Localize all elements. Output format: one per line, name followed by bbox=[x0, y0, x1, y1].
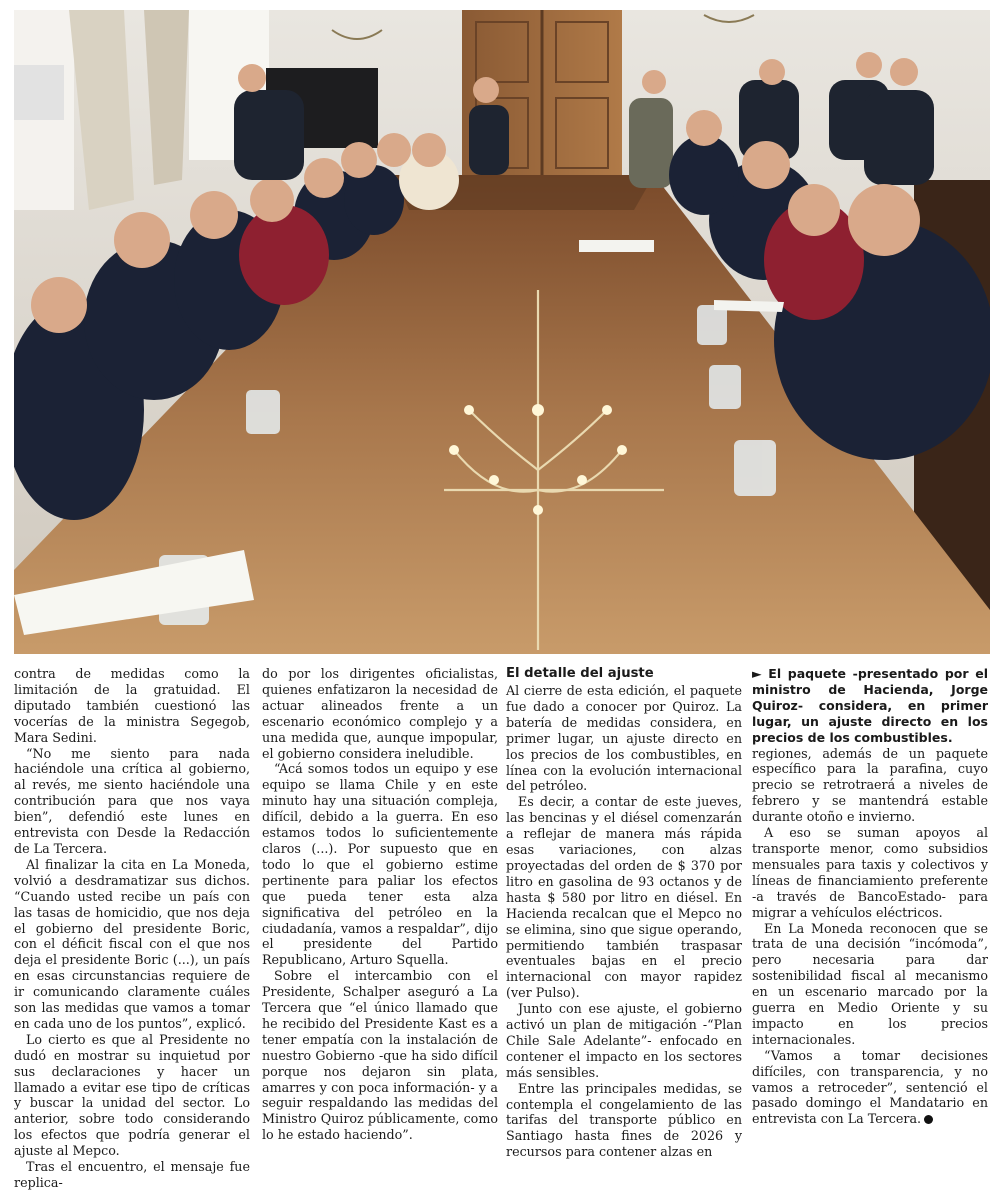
paragraph: “Acá somos todos un equipo y ese equipo se llama Chile y en este minuto hay una situación compleja, difícil, debido a la guerra. En eso estamos todos lo suficientemente claros (...). Por supuesto que en todo lo que el gobierno estime pertinente para paliar los efectos que pueda tener esta alza significativa del petróleo en la ciudadanía, vamos a respaldar”, dijo el presidente del Partido Republicano, Arturo Squella. bbox=[262, 761, 498, 968]
paragraph: Al finalizar la cita en La Moneda, volvió a desdramatizar sus dichos. “Cuando usted recibe un país con las tasas de homicidio, que nos deja el gobierno del presidente Boric, con el déficit fiscal con el que nos deja el presidente Boric (...), un país en esas circunstancias requiere de ir comunicando claramente cuáles son las medidas que vamos a tomar en cada uno de los puntos”, explicó. bbox=[14, 856, 250, 1031]
cabinet-meeting-photo bbox=[14, 10, 990, 654]
end-of-article-icon bbox=[924, 1115, 933, 1124]
article-column-2 bbox=[262, 666, 498, 1143]
article-column-1 bbox=[14, 666, 250, 1191]
section-subhead: El detalle del ajuste bbox=[506, 666, 654, 681]
paragraph-final bbox=[752, 1048, 988, 1128]
paragraph: “No me siento para nada haciéndole una crítica al gobierno, al revés, me siento haciéndole una contribución para que nos vaya bien”, defendió este lunes en entrevista con Desde la Redacción de La Tercera. bbox=[14, 745, 250, 856]
paragraph: regiones, además de un paquete específico para la parafina, cuyo precio se retrotraerá a niveles de febrero y se mantendrá estable durante otoño e invierno. bbox=[752, 745, 988, 825]
paragraph: Junto con ese ajuste, el gobierno activó un plan de mitigación -“Plan Chile Sale Adelante”- enfocado en contener el impacto en los sectores más sensibles. bbox=[506, 1001, 742, 1080]
paragraph: Tras el encuentro, el mensaje fue replica- bbox=[14, 1159, 250, 1190]
photo-caption: ► El paquete -presentado por el ministro de Hacienda, Jorge Quiroz- considera, en primer lugar, un ajuste directo en los precios de los combustibles. bbox=[752, 666, 988, 745]
paragraph: do por los dirigentes oficialistas, quienes enfatizaron la necesidad de actuar alineados frente a un escenario económico complejo y a una medida que, aunque impopular, el gobierno considera ineludible. bbox=[262, 666, 498, 761]
paragraph: En La Moneda reconocen que se trata de una decisión “incómoda”, pero necesaria para dar sostenibilidad fiscal al mecanismo en un escenario marcado por la guerra en Medio Oriente y su impacto en los precios internacionales. bbox=[752, 920, 988, 1047]
meeting-room-illustration bbox=[14, 10, 990, 654]
paragraph: Al cierre de esta edición, el paquete fue dado a conocer por Quiroz. La batería de medidas considera, en primer lugar, un ajuste directo en los precios de los combustibles, en línea con la evolución internacional del petróleo. bbox=[506, 683, 742, 794]
article-column-3 bbox=[506, 666, 742, 1160]
article-column-4 bbox=[752, 666, 988, 1127]
paragraph-text: “Vamos a tomar decisiones difíciles, con transparencia, y no vamos a retroceder”, sentenció el pasado domingo el Mandatario en entrevista con La Tercera. bbox=[752, 1047, 988, 1127]
paragraph: A eso se suman apoyos al transporte menor, como subsidios mensuales para taxis y colectivos y líneas de financiamiento preferente -a través de BancoEstado- para migrar a vehículos eléctricos. bbox=[752, 825, 988, 920]
paragraph: Es decir, a contar de este jueves, las bencinas y el diésel comenzarán a reflejar de manera más rápida esas variaciones, con alzas proyectadas del orden de $ 370 por litro en gasolina de 93 octanos y de hasta $ 580 por litro en diésel. En Hacienda recalcan que el Mepco no se elimina, sino que sigue operando, permitiendo también traspasar eventuales bajas en el precio internacional con mayor rapidez (ver Pulso). bbox=[506, 794, 742, 1001]
paragraph: Lo cierto es que al Presidente no dudó en mostrar su inquietud por sus declaraciones y hacer un llamado a evitar ese tipo de críticas y buscar la unidad del sector. Lo anterior, sobre todo considerando los efectos que podría generar el ajuste al Mepco. bbox=[14, 1031, 250, 1159]
paragraph: Entre las principales medidas, se contempla el congelamiento de las tarifas del transporte público en Santiago hasta fines de 2026 y recursos para contener alzas en bbox=[506, 1080, 742, 1160]
paragraph: Sobre el intercambio con el Presidente, Schalper aseguró a La Tercera que “el único llamado que he recibido del Presidente Kast es a tener empatía con la instalación de nuestro Gobierno -que ha sido difícil porque nos dejaron sin plata, amarres y con poca información- y a seguir respaldando las medidas del Ministro Quiroz públicamente, como lo he estado haciendo”. bbox=[262, 968, 498, 1143]
paragraph: contra de medidas como la limitación de la gratuidad. El diputado también cuestionó las vocerías de la ministra Segegob, Mara Sedini. bbox=[14, 666, 250, 745]
